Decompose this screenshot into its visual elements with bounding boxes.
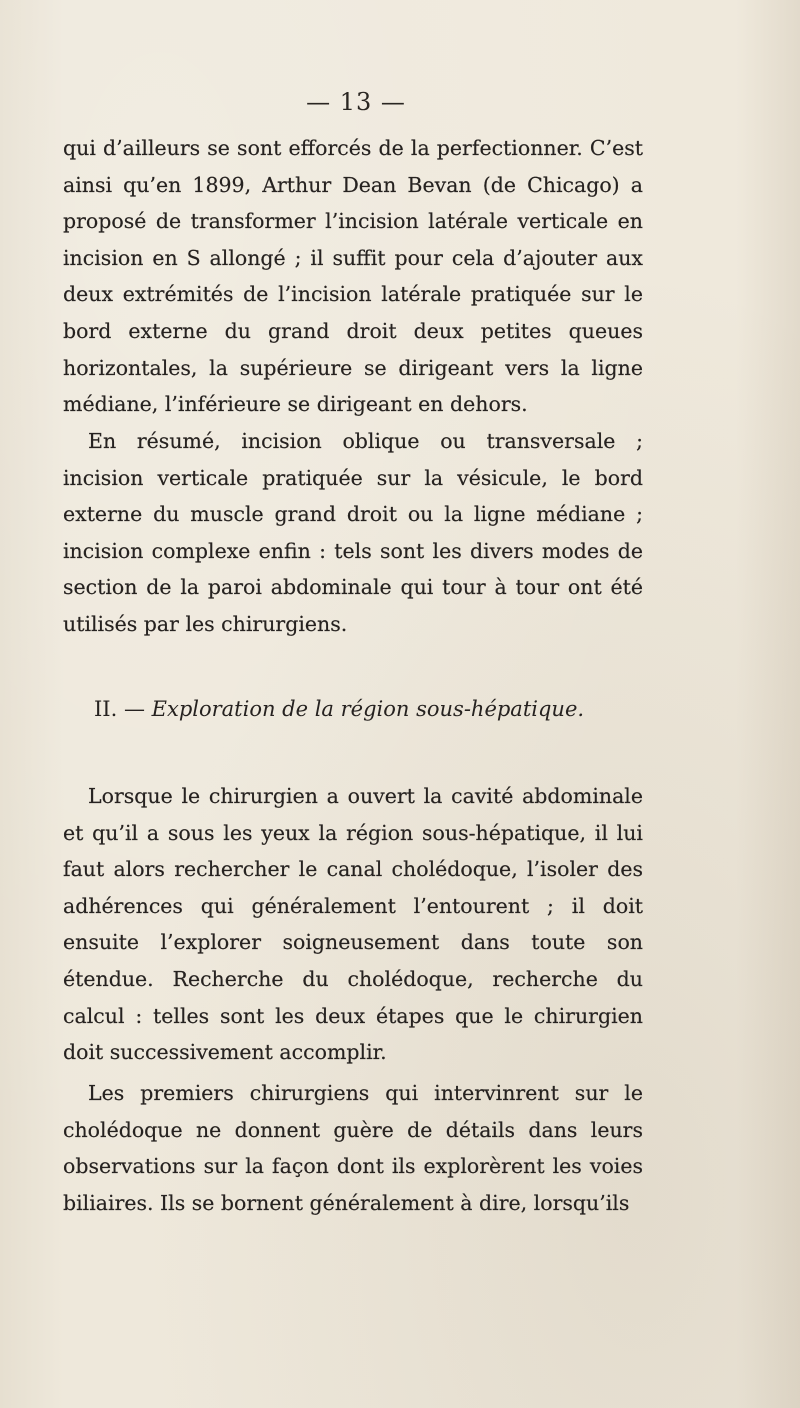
paragraph-text: Les premiers chirurgiens qui intervinrent sur le cholédoque ne donnent guère de détails dans leurs observations sur la façon dont ils explorèrent les voies biliaires. Ils se bornent généralement à dire, lorsqu’ils [63, 1081, 643, 1215]
paragraph-text: En résumé, incision oblique ou transversale ; incision verticale pratiquée sur la vésicule, le bord externe du muscle grand droit ou la ligne médiane ; incision complexe enfin : tels sont les divers modes de section de la paroi abdominale qui tour à tour ont été utilisés par les chirurgiens. [63, 429, 643, 636]
paragraph-text: qui d’ailleurs se sont efforcés de la perfectionner. C’est ainsi qu’en 1899, Arthur Dean Bevan (de Chicago) a proposé de transformer l’incision latérale verticale en incision en S allongé ; il suffit pour cela d’ajouter aux deux extrémités de l’incision latérale pratiquée sur le bord externe du grand droit deux petites queues horizontales, la supérieure se dirigeant vers la ligne médiane, l’inférieure se dirigeant en dehors. [63, 136, 643, 417]
paragraph-text: Lorsque le chirurgien a ouvert la cavité abdominale et qu’il a sous les yeux la région sous-hépatique, il lui faut alors rechercher le canal cholédoque, l’isoler des adhérences qui généralement l’entourent ; il doit ensuite l’explorer soigneusement dans toute son étendue. Recherche du cholédoque, recherche du calcul : telles sont les deux étapes que le chirurgien doit successivement accomplir. [63, 784, 643, 1065]
paragraph-exploration [63, 778, 643, 1071]
section-number: II. — [94, 697, 145, 721]
paragraph-summary [63, 423, 643, 643]
paragraph-first-surgeons [63, 1075, 643, 1221]
paragraph-bevan-incision [63, 130, 643, 423]
section-title: Exploration de la région sous-hépatique. [151, 697, 585, 721]
section-heading [94, 697, 654, 721]
page-number: — 13 — [306, 88, 406, 116]
